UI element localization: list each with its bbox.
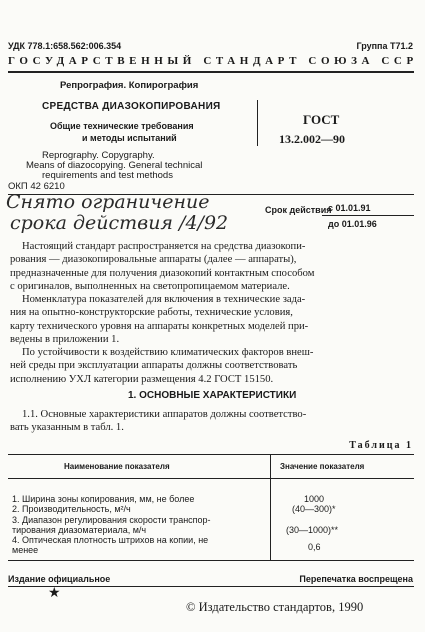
gost-number: 13.2.002—90 [279, 132, 345, 146]
validity-from: с 01.01.91 [328, 203, 371, 213]
standard-category: Репрография. Копирография [60, 80, 199, 91]
table-row-1-value: 1000 [304, 494, 325, 504]
gost-label: ГОСТ [303, 112, 340, 127]
table-row-2-value: (40—300)* [292, 504, 336, 514]
intro-p1-line2: рования — диазокопировальные аппараты (далее — аппараты), [10, 254, 297, 266]
table-row-4-name-line2: менее [12, 545, 39, 555]
standard-subtitle-line2: и методы испытаний [82, 133, 177, 143]
intro-p3-line1: По устойчивости к воздействию климатических факторов внеш- [22, 347, 314, 358]
reprint-prohibited-label: Перепечатка воспрещена [299, 574, 413, 584]
standard-subject: СРЕДСТВА ДИАЗОКОПИРОВАНИЯ [42, 101, 221, 112]
table-header-value: Значение показателя [280, 462, 365, 471]
table-row-3-name-line1: 3. Диапазон регулирования скорости транспор- [12, 515, 211, 525]
banner-underline [8, 71, 414, 73]
table-top-border [8, 454, 414, 455]
udk-code: УДК 778.1:658.562:006.354 [8, 41, 122, 51]
english-title-line1: Reprography. Copygraphy. [42, 150, 155, 161]
handwritten-note-line2: срока действия /4/92 [10, 212, 229, 234]
table-header-name: Наименование показателя [64, 462, 170, 471]
intro-p3-line2: ней среды при эксплуатации аппараты должны соответствовать [10, 360, 298, 372]
table-caption: Таблица 1 [349, 440, 413, 451]
copyright-notice: © Издательство стандартов, 1990 [186, 600, 364, 614]
standard-subtitle-line1: Общие технические требования [50, 121, 194, 131]
intro-p2-line1: Номенклатура показателей для включения в технические зада- [22, 294, 306, 305]
table-row-4-name-line1: 4. Оптическая плотность штрихов на копии, не [12, 535, 209, 545]
intro-paragraph-1 [10, 240, 412, 293]
characteristics-table [8, 454, 414, 560]
english-title-line3: requirements and test methods [42, 170, 173, 181]
official-edition-label: Издание официальное [8, 574, 111, 584]
intro-paragraph-2 [10, 293, 412, 346]
section-heading: 1. ОСНОВНЫЕ ХАРАКТЕРИСТИКИ [128, 390, 297, 401]
standard-banner: ГОСУДАРСТВЕННЫЙ СТАНДАРТ СОЮЗА ССР [8, 55, 418, 67]
table-row-4-value: 0,6 [308, 542, 321, 552]
intro-p2-line4: ведены в приложении 1. [10, 333, 120, 345]
handwritten-note-line1: Снято ограничение [6, 191, 210, 213]
table-row-3-value: (30—1000)** [286, 525, 339, 535]
section1-line1: 1.1. Основные характеристики аппаратов должны соответство- [22, 409, 307, 420]
footer-rule [8, 586, 414, 587]
section1-paragraph [10, 408, 412, 435]
intro-paragraph-3 [10, 346, 412, 386]
validity-to: до 01.01.96 [328, 219, 377, 229]
table-header-border [8, 478, 414, 479]
table-bottom-border [8, 560, 414, 561]
section1-line2: вать указанным в табл. 1. [10, 422, 124, 434]
table-row-1-name: 1. Ширина зоны копирования, мм, не более [12, 494, 195, 504]
intro-p1-line4: с оригиналов, выполненных на светопропицаемом материале. [10, 280, 290, 292]
intro-p1-line3: предназначенные для получения диазокопий контактным способом [10, 267, 315, 279]
validity-label: Срок действия [265, 205, 332, 215]
english-title-line2: Means of diazocopying. General technical [26, 160, 203, 171]
table-row-2-name: 2. Производительность, м²/ч [12, 504, 131, 514]
intro-p2-line3: карту технического уровня на аппараты конкретных моделей при- [10, 320, 309, 332]
intro-p3-line3: исполнению УХЛ категории размещения 4.2 ГОСТ 15150. [10, 373, 274, 385]
table-column-divider [270, 454, 271, 560]
title-divider [257, 100, 258, 146]
star-icon: ★ [48, 586, 61, 601]
intro-p1-line1: Настоящий стандарт распространяется на средства диазокопи- [22, 241, 306, 252]
table-row-3-name-line2: тирования диазоматериала, м/ч [12, 525, 147, 535]
intro-p2-line2: ния на опытно-конструкторские работы, технические условия, [10, 307, 293, 319]
group-code: Группа Т71.2 [356, 41, 413, 51]
okp-code: ОКП 42 6210 [8, 181, 65, 192]
validity-divider [322, 215, 414, 216]
